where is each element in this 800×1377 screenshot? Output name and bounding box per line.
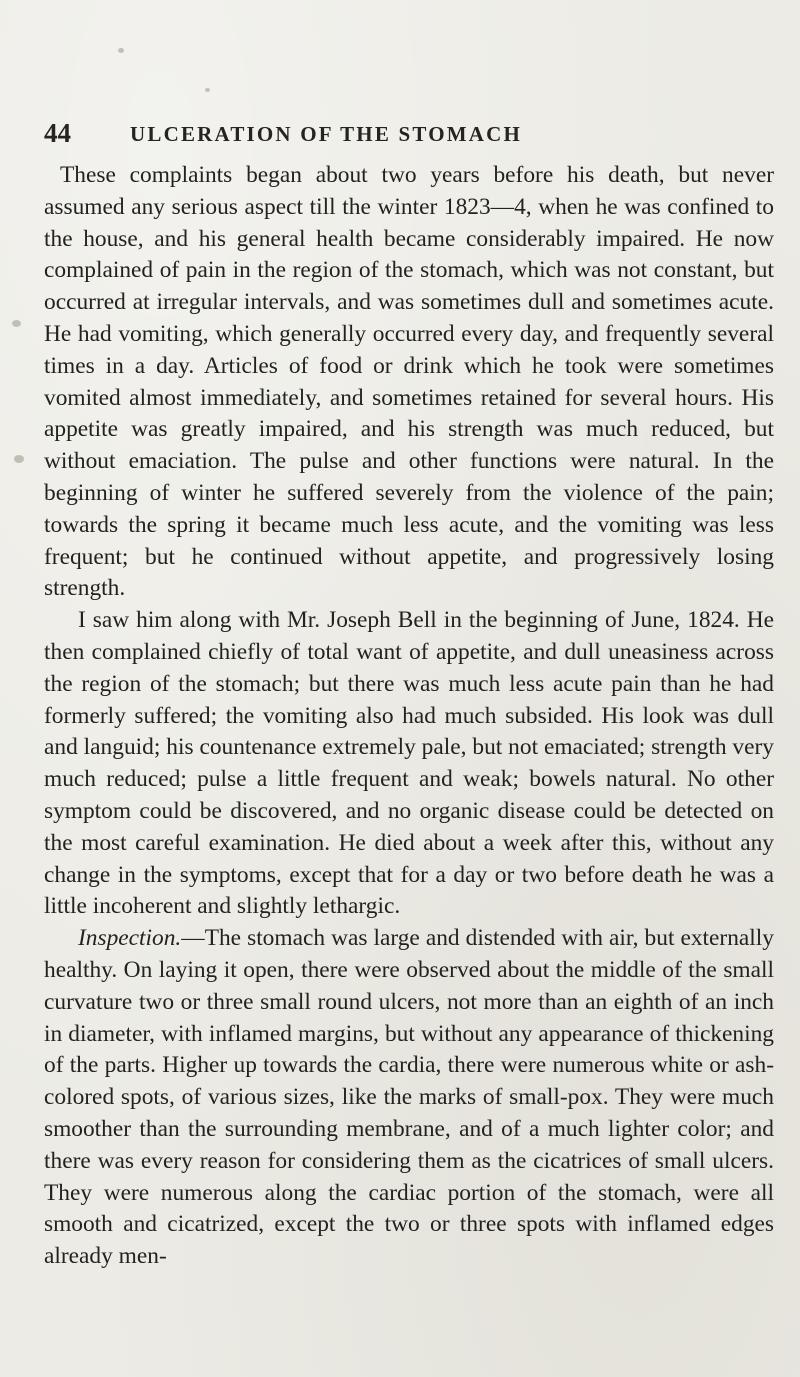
- paper-speck: [118, 48, 124, 53]
- inspection-text: —The stomach was large and distended with air, but externally healthy. On laying it open, there were observed about the middle of the small curvature two or three small round ulcers, not more than an eighth of an inch in diameter, with inflamed margins, but without any appearance of thickening of the parts. Higher up towards the cardia, there were numerous white or ash-colored spots, of various sizes, like the marks of small-pox. They were much smoother than the surrounding membrane, and of a much lighter color; and there was every reason for considering them as the cicatrices of small ulcers. They were numerous along the cardiac portion of the stomach, were all smooth and cicatrized, except the two or three spots with inflamed edges already men-: [44, 925, 774, 1270]
- paragraph-symptoms: These complaints began about two years before his death, but never assumed any serious aspect till the winter 1823—4, when he was confined to the house, and his general health became considerably impaired. He now complained of pain in the region of the stomach, which was not constant, but occurred at irregular intervals, and was sometimes dull and sometimes acute. He had vomiting, which generally occurred every day, and frequently several times in a day. Articles of food or drink which he took were sometimes vomited almost immediately, and sometimes retained for several hours. His appetite was greatly impaired, and his strength was much reduced, but without emaciation. The pulse and other functions were natural. In the beginning of winter he suffered severely from the violence of the pain; towards the spring it became much less acute, and the vomiting was less frequent; but he continued without appetite, and progressively losing strength.: [44, 162, 774, 602]
- page-header: [44, 118, 774, 148]
- page-number: 44: [44, 118, 71, 148]
- inspection-heading: Inspection.: [78, 925, 182, 952]
- paragraph-visit: I saw him along with Mr. Joseph Bell in the beginning of June, 1824. He then complained chiefly of total want of appetite, and dull uneasiness across the region of the stomach; but there was much less acute pain than he had formerly suffered; the vomiting also had much subsided. His look was dull and languid; his countenance extremely pale, but not emaciated; strength very much reduced; pulse a little frequent and weak; bowels natural. No other symptom could be discovered, and no organic disease could be detected on the most careful examination. He died about a week after this, without any change in the symptoms, except that for a day or two before death he was a little incoherent and slightly lethargic.: [44, 607, 774, 920]
- running-title: ULCERATION OF THE STOMACH: [130, 122, 523, 146]
- paper-speck: [14, 455, 24, 463]
- paragraph-inspection: [44, 923, 774, 1273]
- paper-speck: [12, 320, 21, 327]
- body-text: [44, 160, 774, 1273]
- paper-speck: [205, 88, 210, 92]
